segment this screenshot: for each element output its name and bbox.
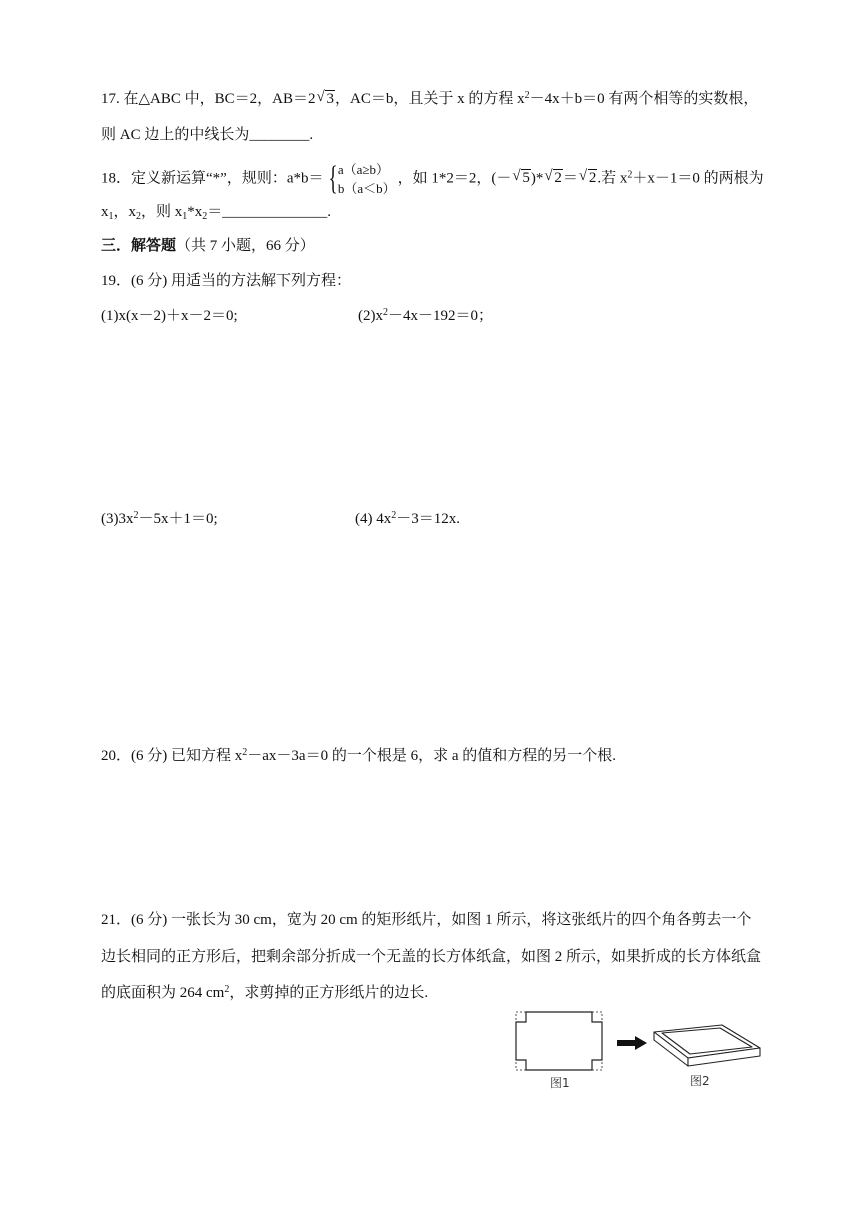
q20-text: －ax－3a＝0 的一个根是 6，求 a 的值和方程的另一个根. <box>247 748 616 764</box>
sqrt-symbol <box>544 168 563 188</box>
q18-text: ，则 x <box>141 204 183 220</box>
sqrt-radicand: 3 <box>326 91 334 107</box>
q18-text: 18．定义新运算“*”，规则：a*b＝ <box>101 170 324 187</box>
sqrt-radicand: 2 <box>588 170 597 187</box>
q17-text: 17. 在△ABC 中，BC＝2，AB＝2 <box>101 91 316 107</box>
sqrt-symbol <box>316 89 335 109</box>
section-note: （共 7 小题，66 分） <box>176 238 315 254</box>
q19-text: －4x－192＝0； <box>388 308 494 324</box>
sqrt-symbol <box>579 168 598 188</box>
question-19-part-3 <box>101 509 218 529</box>
subscript: 2 <box>136 211 142 222</box>
question-19-part-2 <box>358 306 493 326</box>
question-20 <box>101 746 616 766</box>
sqrt-symbol <box>512 168 531 188</box>
q18-text: x <box>101 204 109 220</box>
figure-1-paper-diagram <box>512 1008 606 1074</box>
q17-text: －4x＋b＝0 有两个相等的实数根， <box>529 91 759 107</box>
exponent: 2 <box>383 307 388 318</box>
q21-text: ，求剪掉的正方形纸片的边长. <box>229 985 429 1001</box>
q19-text: －3＝12x. <box>396 511 461 527</box>
piecewise-definition <box>325 160 395 198</box>
q18-text: ＋x－1＝0 的两根为 <box>632 170 764 187</box>
case-2: b（a＜b） <box>337 181 396 196</box>
exponent: 2 <box>224 984 230 995</box>
q19-text: －5x＋1＝0; <box>138 511 218 527</box>
question-19-stem: 19．(6 分) 用适当的方法解下列方程： <box>101 273 351 289</box>
q18-text: .若 x <box>597 170 628 187</box>
figure-1-caption: 图1 <box>550 1076 570 1090</box>
question-17-line-1 <box>101 89 758 109</box>
section-title: 三．解答题 <box>101 238 177 254</box>
case-1: a（a≥b） <box>337 162 389 177</box>
question-18-line-1 <box>101 160 764 198</box>
q18-text: ，如 1*2＝2，(－ <box>397 170 512 187</box>
question-19-part-1: (1)x(x－2)＋x－2＝0; <box>101 308 238 324</box>
q18-text: ＝______________. <box>207 204 332 220</box>
figure-2-caption: 图2 <box>690 1074 710 1088</box>
question-17-line-2: 则 AC 边上的中线长为________. <box>101 127 314 143</box>
exponent: 2 <box>133 510 139 521</box>
q19-text: (4) 4x <box>355 511 392 527</box>
subscript: 2 <box>202 211 208 222</box>
question-21-line-2: 边长相同的正方形后，把剩余部分折成一个无盖的长方体纸盒，如图 2 所示，如果折成的长方体纸盒 <box>101 949 762 965</box>
sqrt-radicand: 5 <box>522 170 530 187</box>
question-18-line-2 <box>101 202 331 222</box>
arrow-right-icon <box>617 1036 647 1050</box>
exponent: 2 <box>627 169 633 181</box>
q17-text: ，AC＝b，且关于 x 的方程 x <box>334 91 525 107</box>
subscript: 1 <box>182 211 188 222</box>
left-brace-icon: { <box>329 160 339 197</box>
q19-text: (2)x <box>358 308 383 324</box>
section-heading <box>101 236 315 256</box>
q21-text: 的底面积为 264 cm <box>101 985 225 1001</box>
q18-text: )* <box>530 170 544 187</box>
q20-text: 20．(6 分) 已知方程 x <box>101 748 243 764</box>
q18-text: ＝ <box>562 170 578 187</box>
figure-2-box-diagram <box>650 1022 764 1070</box>
q19-text: (3)3x <box>101 511 134 527</box>
exponent: 2 <box>242 747 248 758</box>
subscript: 1 <box>108 211 114 222</box>
sqrt-radicand: 2 <box>554 170 562 187</box>
exponent: 2 <box>391 510 397 521</box>
q18-text: ，x <box>113 204 137 220</box>
piecewise-cases <box>338 160 396 198</box>
question-21-line-3 <box>101 983 428 1003</box>
q18-text: *x <box>187 204 203 220</box>
question-19-part-4 <box>355 509 460 529</box>
question-21-line-1: 21．(6 分) 一张长为 30 cm，宽为 20 cm 的矩形纸片，如图 1 所示，将这张纸片的四个角各剪去一个 <box>101 912 752 928</box>
exponent: 2 <box>524 90 530 101</box>
